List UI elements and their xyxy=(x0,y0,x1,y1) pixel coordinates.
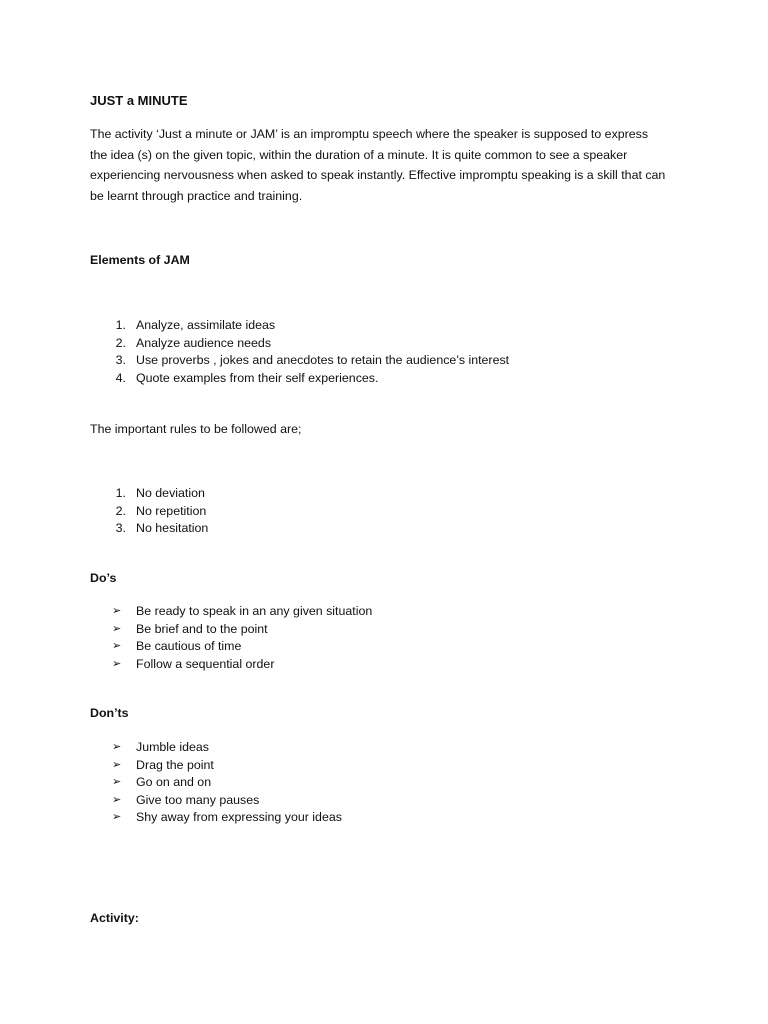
arrow-bullet-icon: ➢ xyxy=(112,657,122,670)
intro-line: be learnt through practice and training. xyxy=(90,188,303,203)
document-title: JUST a MINUTE xyxy=(90,93,188,108)
activity-heading: Activity: xyxy=(90,911,139,925)
list-item-text: No repetition xyxy=(136,503,207,518)
intro-line: experiencing nervousness when asked to speak instantly. Effective impromptu speaking is a skill that can xyxy=(90,168,666,182)
arrow-bullet-icon: ➢ xyxy=(112,758,122,771)
list-number: 2. xyxy=(115,335,126,350)
intro-line: the idea (s) on the given topic, within the duration of a minute. It is quite common to see a speaker xyxy=(90,147,628,162)
elements-heading: Elements of JAM xyxy=(90,253,190,267)
list-item-text: No hesitation xyxy=(136,521,209,535)
list-number: 1. xyxy=(115,486,126,500)
list-item-text: Jumble ideas xyxy=(136,740,210,754)
list-item-text: Go on and on xyxy=(136,775,212,789)
list-item-text: Be cautious of time xyxy=(136,639,242,653)
list-item-text: Quote examples from their self experiences. xyxy=(136,370,379,385)
list-item-text: Shy away from expressing your ideas xyxy=(136,810,342,824)
intro-paragraph xyxy=(90,124,690,206)
list-item-text: Be brief and to the point xyxy=(136,621,268,636)
arrow-bullet-icon: ➢ xyxy=(112,811,122,823)
arrow-bullet-icon: ➢ xyxy=(112,741,122,753)
rules-heading: The important rules to be followed are; xyxy=(90,422,302,436)
list-number: 3. xyxy=(115,521,126,535)
intro-line: The activity ‘Just a minute or JAM’ is an impromptu speech where the speaker is supposed to express xyxy=(90,127,649,141)
dos-heading: Do’s xyxy=(90,571,117,585)
list-number: 3. xyxy=(115,353,126,367)
list-item-text: Give too many pauses xyxy=(136,792,260,807)
list-number: 1. xyxy=(115,318,126,332)
list-number: 4. xyxy=(115,370,126,385)
list-number: 2. xyxy=(115,503,126,518)
arrow-bullet-icon: ➢ xyxy=(112,605,122,617)
list-item-text: Use proverbs , jokes and anecdotes to retain the audience’s interest xyxy=(136,353,510,367)
arrow-bullet-icon: ➢ xyxy=(112,776,122,788)
donts-heading: Don’ts xyxy=(90,706,129,720)
list-item-text: Be ready to speak in an any given situation xyxy=(136,604,373,618)
list-item-text: Analyze, assimilate ideas xyxy=(136,318,276,332)
list-item-text: Follow a sequential order xyxy=(136,656,275,671)
list-item-text: Drag the point xyxy=(136,757,214,772)
arrow-bullet-icon: ➢ xyxy=(112,793,122,806)
list-item-text: Analyze audience needs xyxy=(136,335,272,350)
arrow-bullet-icon: ➢ xyxy=(112,622,122,635)
arrow-bullet-icon: ➢ xyxy=(112,640,122,652)
list-item-text: No deviation xyxy=(136,486,205,500)
